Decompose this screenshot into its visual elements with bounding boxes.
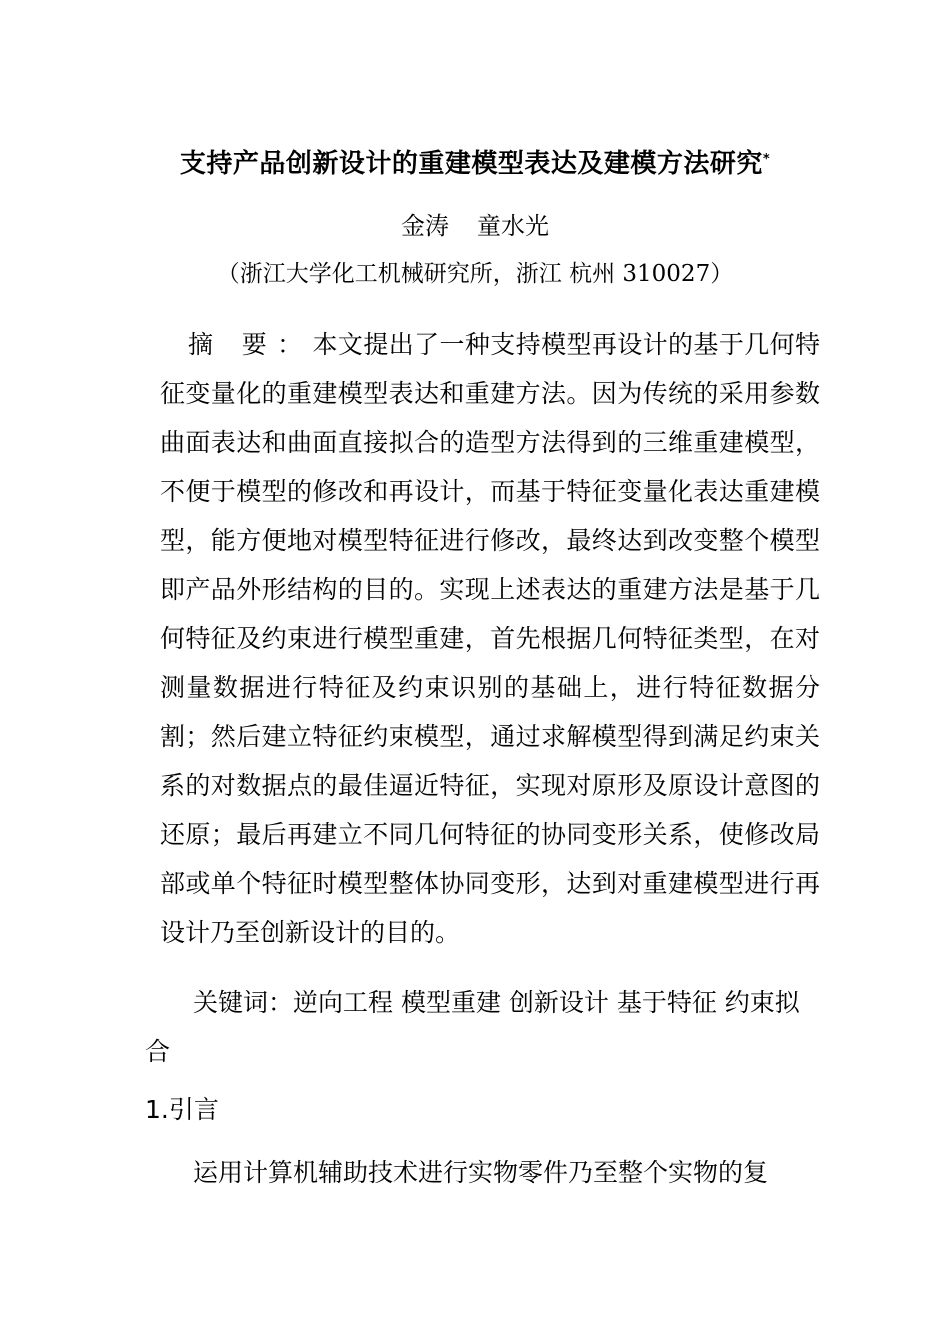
author-name: 童水光 bbox=[477, 212, 549, 240]
keywords-paragraph bbox=[145, 978, 820, 1076]
author-name: 金涛 bbox=[401, 212, 449, 240]
abstract-text: 本文提出了一种支持模型再设计的基于几何特征变量化的重建模型表达和重建方法。因为传统的采用参数曲面表达和曲面直接拟合的造型方法得到的三维重建模型，不便于模型的修改和再设计，而基于特征变量化表达重建模型，能方便地对模型特征进行修改，最终达到改变整个模型即产品外形结构的目的。实现上述表达的重建方法是基于几何特征及约束进行模型重建，首先根据几何特征类型，在对测量数据进行特征及约束识别的基础上，进行特征数据分割；然后建立特征约束模型，通过求解模型得到满足约束关系的对数据点的最佳逼近特征，实现对原形及原设计意图的还原；最后再建立不同几何特征的协同变形关系，使修改局部或单个特征时模型整体协同变形，达到对重建模型进行再设计乃至创新设计的目的。 bbox=[160, 330, 820, 947]
paper-title bbox=[0, 148, 950, 180]
abstract-paragraph bbox=[160, 320, 820, 957]
keywords-text: 逆向工程 模型重建 创新设计 基于特征 约束拟合 bbox=[145, 988, 800, 1066]
abstract-label: 摘 要： bbox=[188, 330, 313, 359]
title-footnote-mark: * bbox=[762, 152, 771, 167]
affiliation: （浙江大学化工机械研究所，浙江 杭州 310027） bbox=[216, 261, 734, 287]
section-heading: 1.引言 bbox=[145, 1095, 219, 1124]
paper-title-text: 支持产品创新设计的重建模型表达及建模方法研究 bbox=[179, 149, 763, 179]
body-paragraph: 运用计算机辅助技术进行实物零件乃至整个实物的复 bbox=[193, 1158, 769, 1187]
keywords-label: 关键词： bbox=[193, 988, 294, 1017]
author-line bbox=[0, 210, 950, 242]
